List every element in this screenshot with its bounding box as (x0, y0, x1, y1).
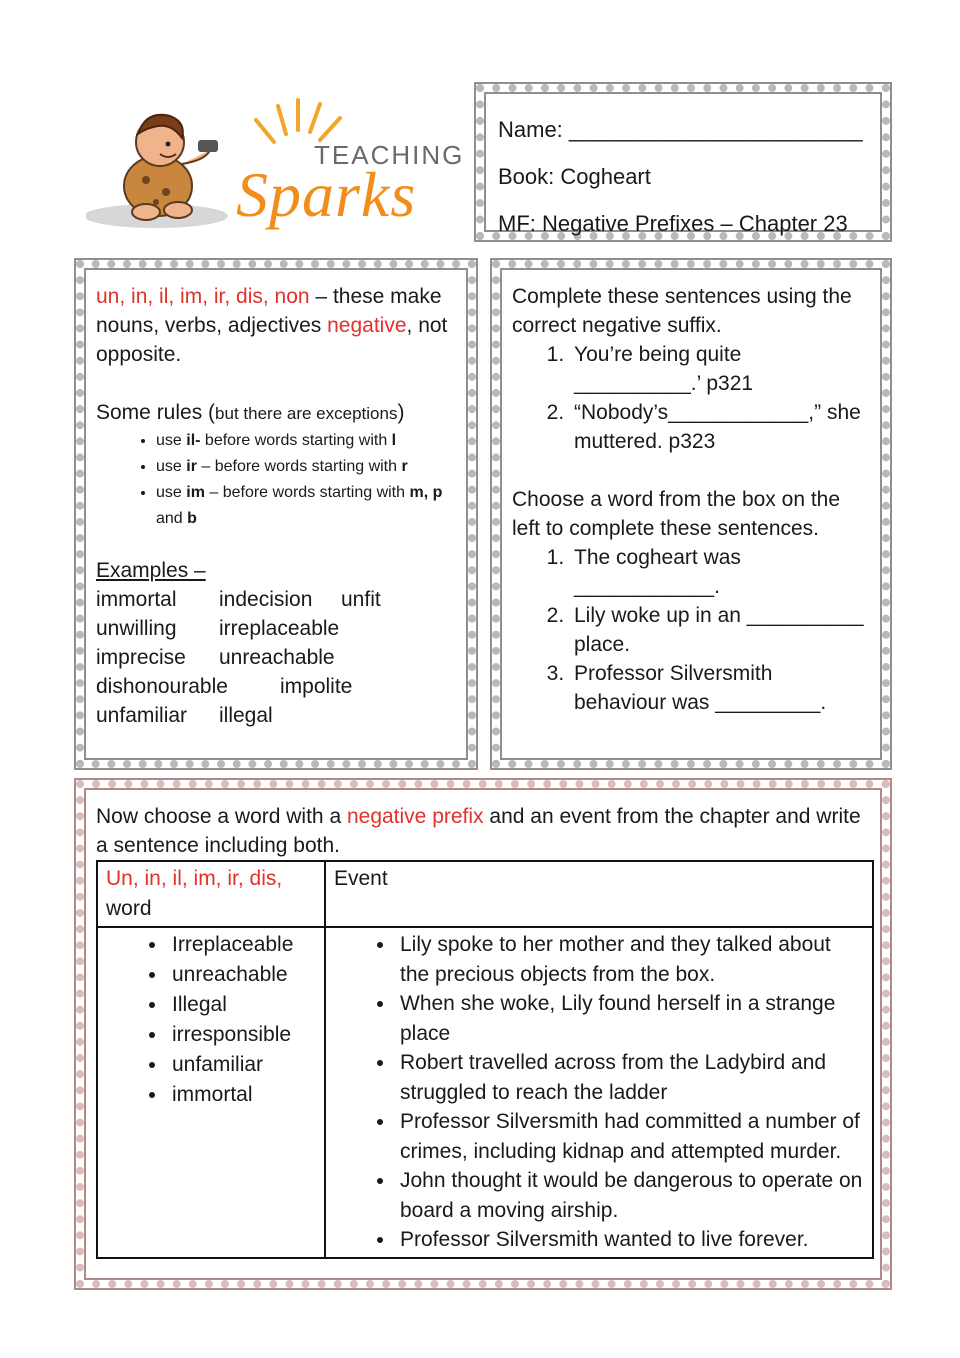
negative-word: negative (327, 314, 407, 337)
mf-line: MF: Negative Prefixes – Chapter 23 (498, 211, 848, 236)
sentence-item[interactable]: 1. The cogheart was ____________. (570, 543, 870, 601)
rules-heading: Some rules (but there are exceptions) (96, 401, 405, 424)
event-item: • Lily spoke to her mother and they talked about the precious objects from the box. (396, 930, 864, 989)
rule-item: • use im – before words starting with m, p and b (156, 480, 456, 532)
examples-row: unwilling irreplaceable (96, 617, 340, 640)
complete-intro: Complete these sentences using the correct negative suffix. (512, 285, 852, 337)
examples-row: dishonourable impolite (96, 675, 353, 698)
sentence-item[interactable]: 3. Professor Silversmith behaviour was _________. (570, 659, 870, 717)
word-list-cell (97, 927, 325, 1258)
examples-row: unfamiliar illegal (96, 704, 273, 727)
word-item: • unfamiliar (168, 1050, 316, 1080)
sentence-item[interactable]: 2. Lily woke up in an __________ place. (570, 601, 870, 659)
name-line[interactable]: Name: ________________________ (498, 117, 863, 142)
examples-heading: Examples – (96, 559, 206, 582)
event-item: • Professor Silversmith had committed a number of crimes, including kidnap and attempted murder. (396, 1107, 864, 1166)
event-column-header: Event (325, 861, 873, 927)
logo-teaching-text: TEACHING (314, 140, 465, 170)
event-item: • John thought it would be dangerous to operate on board a moving airship. (396, 1166, 864, 1225)
intro-text: – these make nouns, verbs, adjectives (96, 285, 442, 337)
complete-list (512, 340, 870, 456)
choose-intro: Choose a word from the box on the left to complete these sentences. (512, 488, 841, 540)
prefix-intro (96, 282, 456, 369)
logo-sparks-text: Sparks (236, 159, 417, 230)
event-list-cell (325, 927, 873, 1258)
bottom-intro: Now choose a word with a negative prefix and an event from the chapter and write a sentence including both. (96, 805, 861, 857)
word-event-box (76, 780, 890, 1288)
word-item: • immortal (168, 1080, 316, 1110)
intro-end: , not opposite. (96, 314, 448, 366)
student-info-box (476, 84, 890, 240)
word-item: • Irreplaceable (168, 930, 316, 960)
sentence-item[interactable]: 2. “Nobody’s____________,” she muttered. p323 (570, 398, 870, 456)
rules-box (76, 260, 476, 768)
word-item: • unreachable (168, 960, 316, 990)
word-item: • Illegal (168, 990, 316, 1020)
examples-row: immortal indecision unfit (96, 588, 381, 611)
event-item: • Robert travelled across from the Ladybird and struggled to reach the ladder (396, 1048, 864, 1107)
rule-item: • use ir – before words starting with r (156, 454, 456, 480)
rules-list (96, 428, 456, 532)
examples-row: imprecise unreachable (96, 646, 335, 669)
word-event-table (96, 860, 874, 1259)
sentence-item[interactable]: 1. You’re being quite __________.’ p321 (570, 340, 870, 398)
event-item: • When she woke, Lily found herself in a strange place (396, 989, 864, 1048)
event-item: • Professor Silversmith wanted to live forever. (396, 1225, 864, 1255)
book-line: Book: Cogheart (498, 164, 651, 189)
choose-list (512, 543, 870, 717)
rule-item: • use il- before words starting with l (156, 428, 456, 454)
prefix-list: un, in, il, im, ir, dis, non (96, 285, 310, 308)
word-item: • irresponsible (168, 1020, 316, 1050)
sentences-box (492, 260, 890, 768)
word-column-header: Un, in, il, im, ir, dis, word (97, 861, 325, 927)
